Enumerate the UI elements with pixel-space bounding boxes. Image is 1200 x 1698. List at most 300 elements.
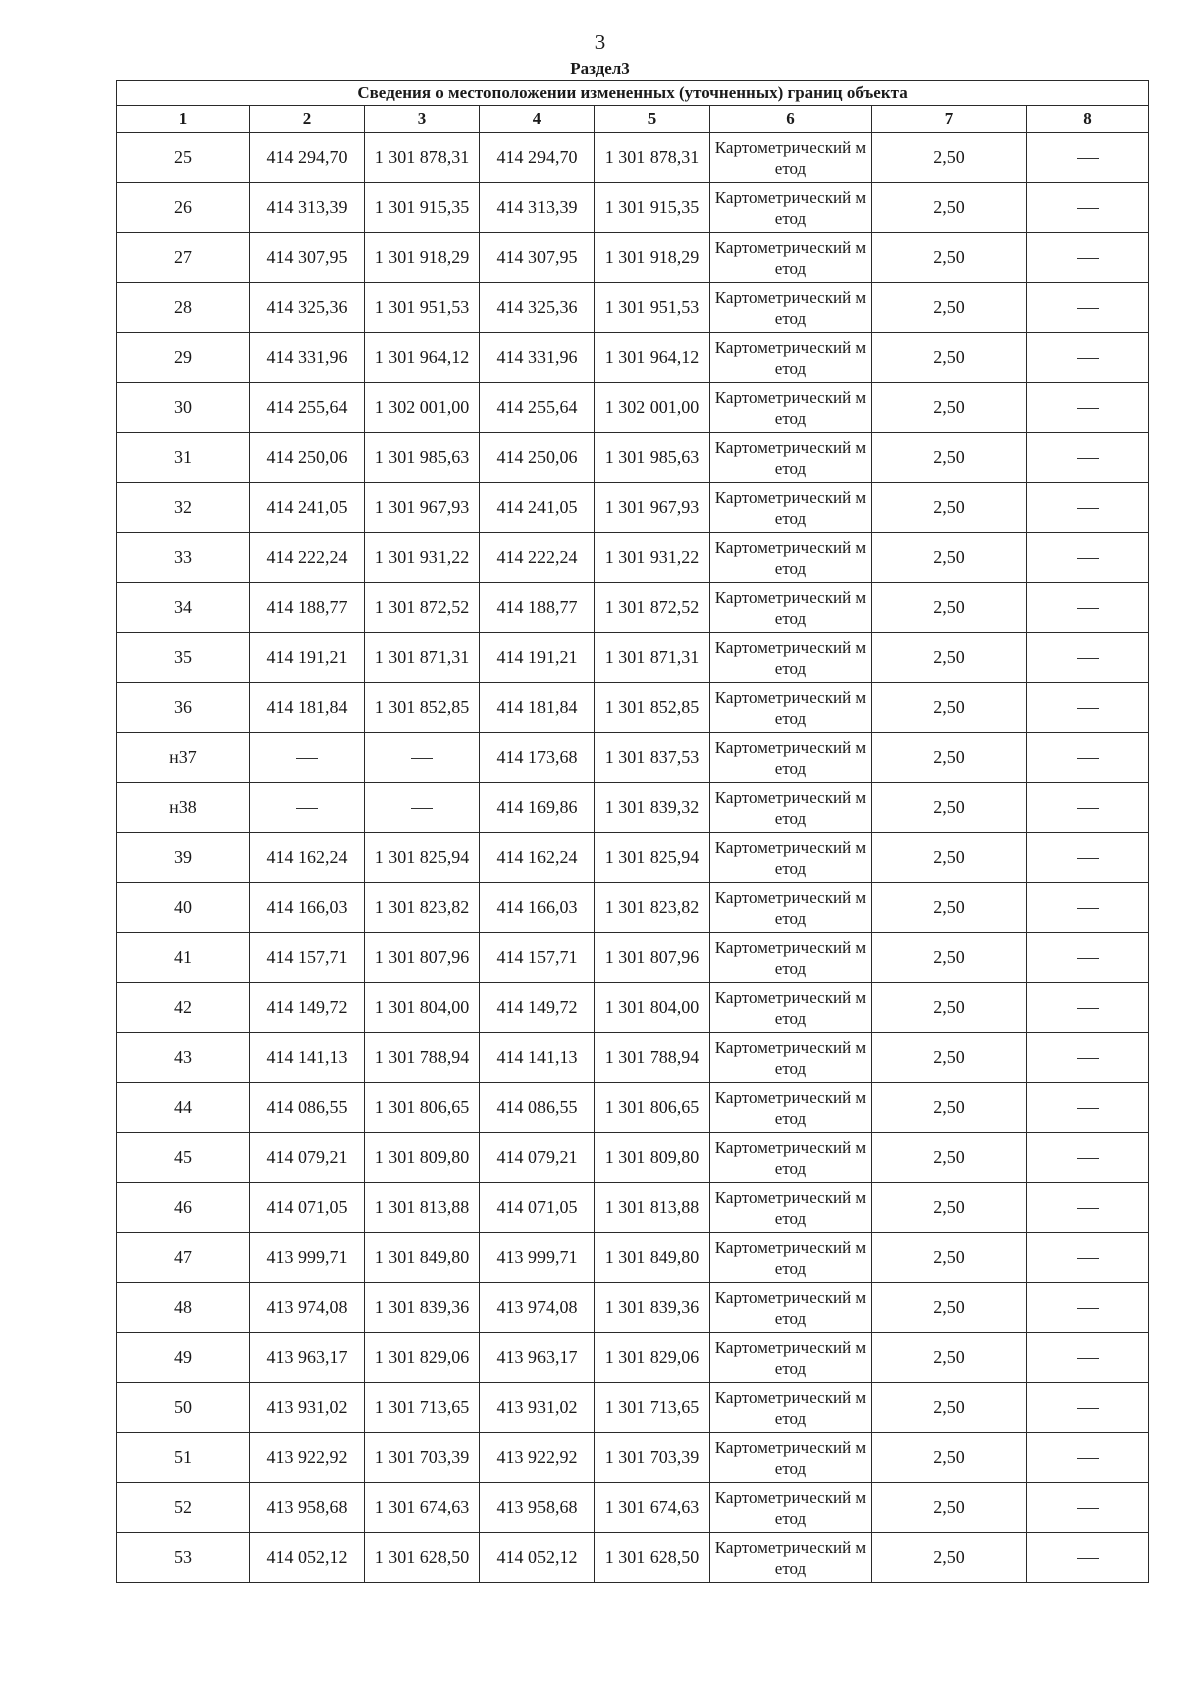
cell-old-y: 1 301 813,88 [365,1183,480,1233]
table-row [117,783,1149,833]
table-row [117,1383,1149,1433]
column-header-3: 3 [365,106,480,133]
cell-new-y: 1 301 839,32 [595,783,710,833]
cell-method: Картометрический метод [710,533,872,583]
cell-old-y: 1 301 825,94 [365,833,480,883]
table-caption: Сведения о местоположении измененных (уточненных) границ объекта [117,81,1149,106]
cell-point-number: 53 [117,1533,250,1583]
cell-old-y: 1 301 872,52 [365,583,480,633]
cell-accuracy: 2,50 [872,283,1027,333]
dash-mark [1077,608,1099,609]
cell-old-x: 413 999,71 [250,1233,365,1283]
cell-new-x: 414 325,36 [480,283,595,333]
cell-description [1027,383,1149,433]
table-row [117,1533,1149,1583]
table-row [117,1133,1149,1183]
cell-point-number: 33 [117,533,250,583]
cell-point-number: 51 [117,1433,250,1483]
cell-method: Картометрический метод [710,1233,872,1283]
cell-new-x: 414 052,12 [480,1533,595,1583]
cell-old-x [250,783,365,833]
cell-method: Картометрический метод [710,383,872,433]
cell-method: Картометрический метод [710,733,872,783]
cell-description [1027,183,1149,233]
cell-method: Картометрический метод [710,133,872,183]
cell-accuracy: 2,50 [872,933,1027,983]
cell-accuracy: 2,50 [872,1283,1027,1333]
dash-mark [411,758,433,759]
cell-method: Картометрический метод [710,983,872,1033]
cell-old-x: 414 162,24 [250,833,365,883]
table-row [117,1233,1149,1283]
cell-description [1027,783,1149,833]
cell-accuracy: 2,50 [872,733,1027,783]
column-header-2: 2 [250,106,365,133]
dash-mark [1077,158,1099,159]
dash-mark [1077,1058,1099,1059]
cell-new-y: 1 301 967,93 [595,483,710,533]
cell-new-x: 414 250,06 [480,433,595,483]
dash-mark [1077,908,1099,909]
cell-old-x: 413 931,02 [250,1383,365,1433]
cell-new-y: 1 301 871,31 [595,633,710,683]
cell-description [1027,333,1149,383]
cell-new-y: 1 301 674,63 [595,1483,710,1533]
cell-description [1027,1183,1149,1233]
cell-method: Картометрический метод [710,1533,872,1583]
cell-new-x: 413 922,92 [480,1433,595,1483]
cell-method: Картометрический метод [710,1283,872,1333]
cell-point-number: 36 [117,683,250,733]
cell-point-number: 45 [117,1133,250,1183]
cell-old-y: 1 301 703,39 [365,1433,480,1483]
cell-method: Картометрический метод [710,783,872,833]
cell-old-x: 414 331,96 [250,333,365,383]
cell-new-y: 1 301 804,00 [595,983,710,1033]
cell-new-y: 1 301 829,06 [595,1333,710,1383]
cell-old-y: 1 301 918,29 [365,233,480,283]
cell-old-y: 1 301 852,85 [365,683,480,733]
dash-mark [1077,508,1099,509]
cell-description [1027,1433,1149,1483]
cell-old-x: 414 149,72 [250,983,365,1033]
cell-point-number: 42 [117,983,250,1033]
dash-mark [1077,1508,1099,1509]
cell-new-y: 1 301 837,53 [595,733,710,783]
dash-mark [1077,358,1099,359]
cell-description [1027,1283,1149,1333]
cell-description [1027,483,1149,533]
cell-method: Картометрический метод [710,1483,872,1533]
cell-method: Картометрический метод [710,1133,872,1183]
table-row [117,833,1149,883]
cell-old-y: 1 301 788,94 [365,1033,480,1083]
cell-old-y: 1 301 951,53 [365,283,480,333]
cell-new-x: 414 149,72 [480,983,595,1033]
dash-mark [1077,1558,1099,1559]
table-row [117,233,1149,283]
cell-old-x: 414 313,39 [250,183,365,233]
cell-accuracy: 2,50 [872,1533,1027,1583]
cell-old-y: 1 301 823,82 [365,883,480,933]
dash-mark [1077,1358,1099,1359]
cell-old-x: 414 191,21 [250,633,365,683]
cell-accuracy: 2,50 [872,1233,1027,1283]
table-row [117,1183,1149,1233]
cell-new-x: 414 307,95 [480,233,595,283]
cell-point-number: 48 [117,1283,250,1333]
cell-method: Картометрический метод [710,433,872,483]
cell-old-x: 414 079,21 [250,1133,365,1183]
cell-new-y: 1 301 703,39 [595,1433,710,1483]
cell-new-x: 414 086,55 [480,1083,595,1133]
cell-new-x: 413 958,68 [480,1483,595,1533]
dash-mark [1077,1208,1099,1209]
cell-new-x: 413 999,71 [480,1233,595,1283]
cell-new-x: 414 191,21 [480,633,595,683]
column-header-1: 1 [117,106,250,133]
cell-old-x: 413 974,08 [250,1283,365,1333]
cell-method: Картометрический метод [710,1183,872,1233]
cell-new-y: 1 301 806,65 [595,1083,710,1133]
cell-accuracy: 2,50 [872,433,1027,483]
dash-mark [1077,258,1099,259]
table-row [117,1333,1149,1383]
cell-old-y: 1 301 931,22 [365,533,480,583]
cell-old-y: 1 301 809,80 [365,1133,480,1183]
cell-new-x: 414 071,05 [480,1183,595,1233]
dash-mark [1077,858,1099,859]
cell-old-y: 1 301 878,31 [365,133,480,183]
dash-mark [296,758,318,759]
table-row [117,1083,1149,1133]
cell-old-x: 413 958,68 [250,1483,365,1533]
cell-accuracy: 2,50 [872,1083,1027,1133]
cell-new-y: 1 301 951,53 [595,283,710,333]
cell-new-y: 1 301 823,82 [595,883,710,933]
section-title: Раздел3 [570,59,630,78]
table-row [117,283,1149,333]
cell-old-x: 413 963,17 [250,1333,365,1383]
cell-old-y: 1 301 915,35 [365,183,480,233]
cell-point-number: н37 [117,733,250,783]
cell-new-x: 413 963,17 [480,1333,595,1383]
cell-old-y: 1 301 807,96 [365,933,480,983]
cell-old-x: 414 166,03 [250,883,365,933]
cell-old-x: 414 188,77 [250,583,365,633]
cell-old-y: 1 301 871,31 [365,633,480,683]
cell-old-y: 1 301 806,65 [365,1083,480,1133]
cell-point-number: 26 [117,183,250,233]
cell-point-number: 29 [117,333,250,383]
cell-method: Картометрический метод [710,333,872,383]
cell-accuracy: 2,50 [872,1483,1027,1533]
cell-accuracy: 2,50 [872,533,1027,583]
cell-point-number: н38 [117,783,250,833]
cell-description [1027,1333,1149,1383]
dash-mark [1077,308,1099,309]
cell-point-number: 28 [117,283,250,333]
cell-new-x: 414 157,71 [480,933,595,983]
cell-new-y: 1 301 788,94 [595,1033,710,1083]
cell-description [1027,433,1149,483]
cell-method: Картометрический метод [710,933,872,983]
dash-mark [1077,558,1099,559]
cell-description [1027,1083,1149,1133]
cell-old-y [365,733,480,783]
cell-point-number: 34 [117,583,250,633]
cell-old-y: 1 301 628,50 [365,1533,480,1583]
cell-new-y: 1 301 964,12 [595,333,710,383]
cell-old-x: 414 307,95 [250,233,365,283]
cell-accuracy: 2,50 [872,583,1027,633]
dash-mark [1077,708,1099,709]
cell-new-y: 1 301 809,80 [595,1133,710,1183]
table-row [117,1483,1149,1533]
cell-old-y: 1 301 839,36 [365,1283,480,1333]
dash-mark [1077,808,1099,809]
cell-new-x: 414 294,70 [480,133,595,183]
cell-old-x: 413 922,92 [250,1433,365,1483]
page-number: 3 [594,30,606,54]
cell-description [1027,983,1149,1033]
table-header-row [117,106,1149,133]
cell-new-x: 414 169,86 [480,783,595,833]
cell-point-number: 47 [117,1233,250,1283]
cell-method: Картометрический метод [710,233,872,283]
dash-mark [1077,408,1099,409]
dash-mark [1077,1308,1099,1309]
table-row [117,733,1149,783]
cell-method: Картометрический метод [710,883,872,933]
cell-method: Картометрический метод [710,833,872,883]
cell-accuracy: 2,50 [872,1183,1027,1233]
cell-old-x: 414 071,05 [250,1183,365,1233]
cell-old-y [365,783,480,833]
boundary-coordinates-table [116,80,1149,1583]
cell-accuracy: 2,50 [872,1333,1027,1383]
dash-mark [411,808,433,809]
cell-point-number: 31 [117,433,250,483]
cell-accuracy: 2,50 [872,1033,1027,1083]
column-header-7: 7 [872,106,1027,133]
cell-old-y: 1 301 829,06 [365,1333,480,1383]
table-row [117,433,1149,483]
cell-old-x: 414 141,13 [250,1033,365,1083]
cell-new-x: 414 141,13 [480,1033,595,1083]
cell-new-x: 414 331,96 [480,333,595,383]
cell-method: Картометрический метод [710,1333,872,1383]
cell-new-y: 1 301 807,96 [595,933,710,983]
cell-accuracy: 2,50 [872,833,1027,883]
cell-new-x: 414 313,39 [480,183,595,233]
cell-accuracy: 2,50 [872,1383,1027,1433]
cell-old-x: 414 052,12 [250,1533,365,1583]
table-row [117,983,1149,1033]
cell-point-number: 50 [117,1383,250,1433]
dash-mark [1077,1008,1099,1009]
table-body [117,133,1149,1583]
cell-accuracy: 2,50 [872,133,1027,183]
cell-old-x: 414 222,24 [250,533,365,583]
cell-old-x: 414 294,70 [250,133,365,183]
table-caption-row [117,81,1149,106]
cell-accuracy: 2,50 [872,383,1027,433]
cell-old-x [250,733,365,783]
cell-method: Картометрический метод [710,183,872,233]
cell-point-number: 44 [117,1083,250,1133]
cell-method: Картометрический метод [710,683,872,733]
dash-mark [1077,458,1099,459]
dash-mark [1077,1158,1099,1159]
table-row [117,583,1149,633]
column-header-8: 8 [1027,106,1149,133]
cell-new-y: 1 301 713,65 [595,1383,710,1433]
cell-old-y: 1 301 674,63 [365,1483,480,1533]
cell-old-x: 414 255,64 [250,383,365,433]
cell-description [1027,533,1149,583]
cell-accuracy: 2,50 [872,333,1027,383]
table-row [117,133,1149,183]
table-row [117,683,1149,733]
cell-old-y: 1 301 964,12 [365,333,480,383]
cell-new-y: 1 301 825,94 [595,833,710,883]
cell-accuracy: 2,50 [872,683,1027,733]
cell-new-x: 414 241,05 [480,483,595,533]
cell-accuracy: 2,50 [872,983,1027,1033]
cell-old-x: 414 250,06 [250,433,365,483]
cell-new-x: 414 166,03 [480,883,595,933]
cell-old-y: 1 302 001,00 [365,383,480,433]
column-header-6: 6 [710,106,872,133]
cell-accuracy: 2,50 [872,633,1027,683]
cell-description [1027,133,1149,183]
cell-description [1027,733,1149,783]
cell-description [1027,283,1149,333]
cell-accuracy: 2,50 [872,1133,1027,1183]
cell-method: Картометрический метод [710,1083,872,1133]
cell-method: Картометрический метод [710,1433,872,1483]
cell-new-x: 414 181,84 [480,683,595,733]
cell-old-y: 1 301 713,65 [365,1383,480,1433]
cell-new-y: 1 301 849,80 [595,1233,710,1283]
table-row [117,883,1149,933]
cell-new-x: 413 974,08 [480,1283,595,1333]
cell-old-x: 414 181,84 [250,683,365,733]
cell-method: Картометрический метод [710,1033,872,1083]
cell-accuracy: 2,50 [872,883,1027,933]
dash-mark [1077,1458,1099,1459]
cell-old-y: 1 301 985,63 [365,433,480,483]
table-row [117,483,1149,533]
cell-old-y: 1 301 804,00 [365,983,480,1033]
cell-description [1027,1133,1149,1183]
cell-method: Картометрический метод [710,483,872,533]
cell-method: Картометрический метод [710,1383,872,1433]
dash-mark [1077,1108,1099,1109]
cell-new-x: 414 162,24 [480,833,595,883]
cell-new-x: 413 931,02 [480,1383,595,1433]
dash-mark [1077,658,1099,659]
cell-point-number: 35 [117,633,250,683]
cell-description [1027,583,1149,633]
cell-accuracy: 2,50 [872,1433,1027,1483]
cell-description [1027,833,1149,883]
cell-old-x: 414 241,05 [250,483,365,533]
table-row [117,383,1149,433]
cell-new-x: 414 255,64 [480,383,595,433]
dash-mark [1077,1258,1099,1259]
cell-accuracy: 2,50 [872,783,1027,833]
cell-new-y: 1 301 915,35 [595,183,710,233]
cell-point-number: 52 [117,1483,250,1533]
dash-mark [1077,758,1099,759]
cell-description [1027,1383,1149,1433]
table-row [117,1033,1149,1083]
cell-new-y: 1 301 918,29 [595,233,710,283]
cell-new-y: 1 301 985,63 [595,433,710,483]
cell-new-x: 414 188,77 [480,583,595,633]
cell-point-number: 25 [117,133,250,183]
cell-new-y: 1 301 931,22 [595,533,710,583]
cell-point-number: 30 [117,383,250,433]
column-header-4: 4 [480,106,595,133]
dash-mark [1077,958,1099,959]
cell-accuracy: 2,50 [872,483,1027,533]
cell-accuracy: 2,50 [872,233,1027,283]
dash-mark [296,808,318,809]
cell-old-x: 414 157,71 [250,933,365,983]
cell-point-number: 43 [117,1033,250,1083]
dash-mark [1077,1408,1099,1409]
cell-description [1027,633,1149,683]
cell-new-x: 414 173,68 [480,733,595,783]
table-row [117,933,1149,983]
cell-description [1027,933,1149,983]
cell-description [1027,1533,1149,1583]
cell-new-y: 1 302 001,00 [595,383,710,433]
cell-new-y: 1 301 839,36 [595,1283,710,1333]
cell-description [1027,1233,1149,1283]
table-row [117,533,1149,583]
cell-point-number: 41 [117,933,250,983]
cell-new-y: 1 301 628,50 [595,1533,710,1583]
cell-new-y: 1 301 878,31 [595,133,710,183]
cell-old-x: 414 086,55 [250,1083,365,1133]
cell-new-y: 1 301 872,52 [595,583,710,633]
cell-point-number: 40 [117,883,250,933]
column-header-5: 5 [595,106,710,133]
cell-point-number: 32 [117,483,250,533]
cell-method: Картометрический метод [710,283,872,333]
cell-new-y: 1 301 813,88 [595,1183,710,1233]
cell-point-number: 46 [117,1183,250,1233]
cell-new-x: 414 222,24 [480,533,595,583]
table-row [117,633,1149,683]
cell-description [1027,1483,1149,1533]
table-row [117,1433,1149,1483]
cell-new-y: 1 301 852,85 [595,683,710,733]
cell-point-number: 27 [117,233,250,283]
cell-old-y: 1 301 967,93 [365,483,480,533]
dash-mark [1077,208,1099,209]
table-row [117,1283,1149,1333]
cell-description [1027,883,1149,933]
cell-old-y: 1 301 849,80 [365,1233,480,1283]
table-row [117,183,1149,233]
cell-point-number: 39 [117,833,250,883]
cell-description [1027,683,1149,733]
